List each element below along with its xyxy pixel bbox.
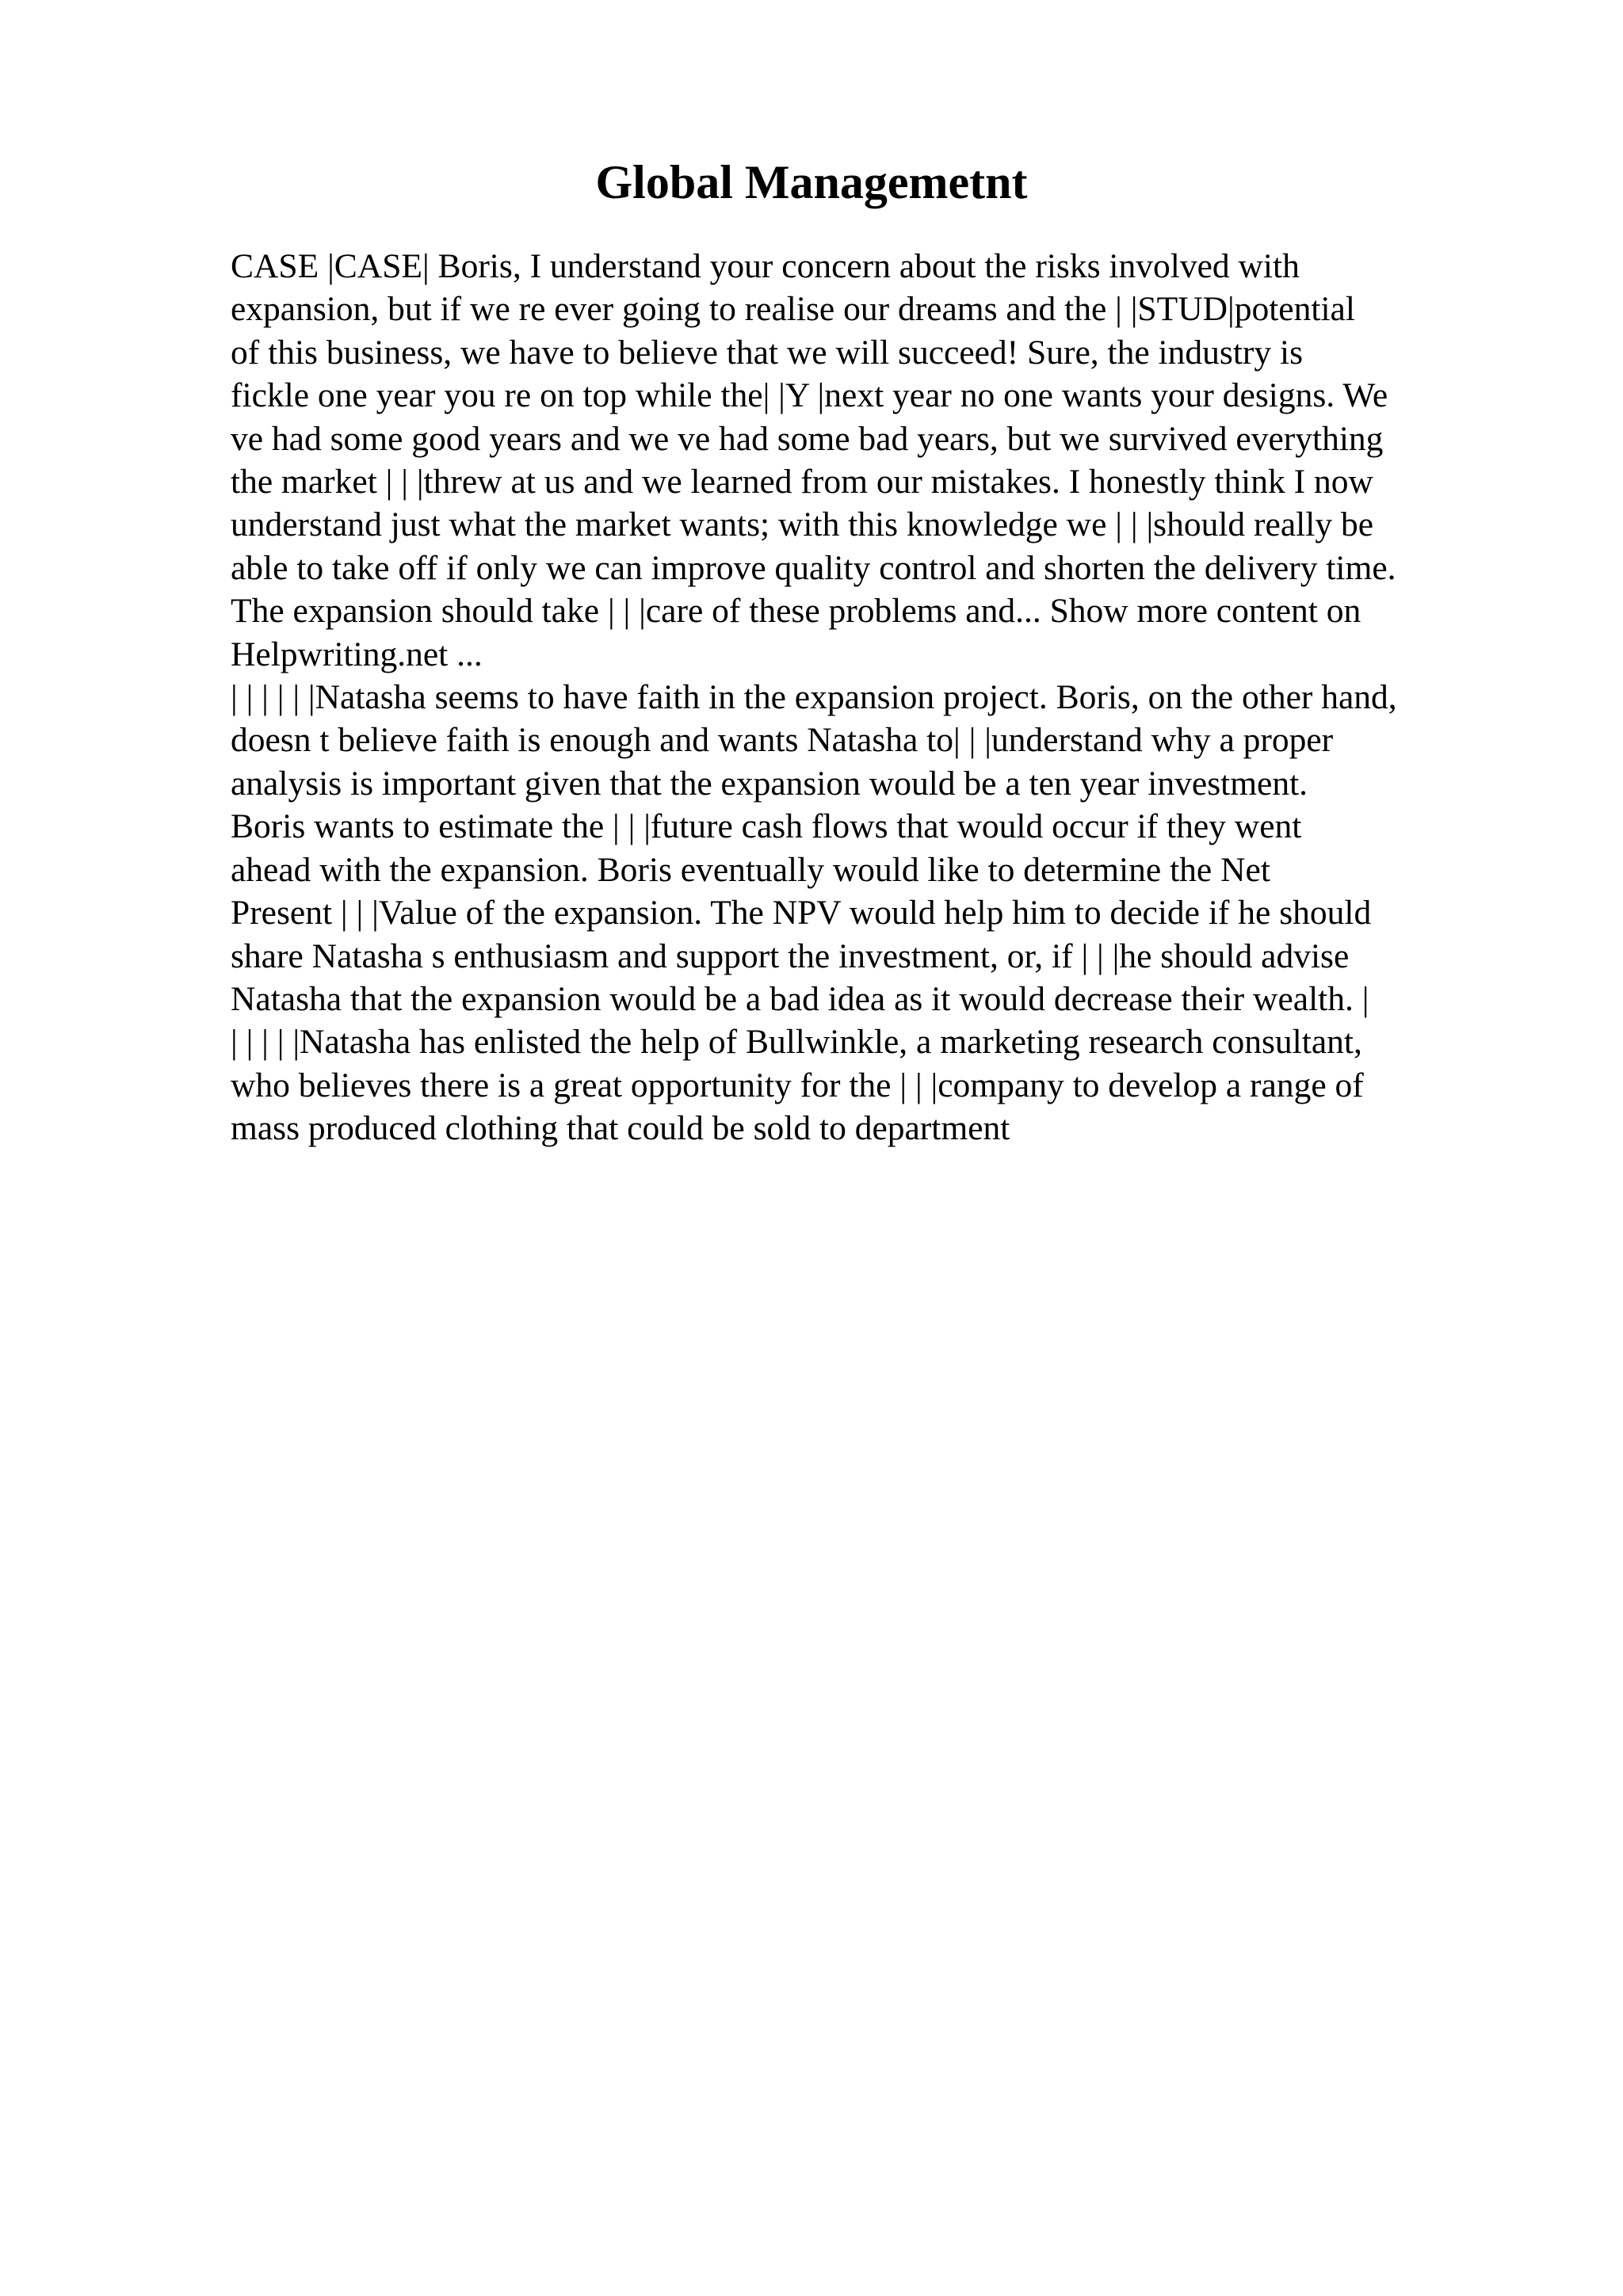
text-line: Present | | |Value of the expansion. The NPV would help him to decide if he should (231, 894, 1372, 933)
text-line: share Natasha s enthusiasm and support the investment, or, if | | |he should advise (231, 936, 1350, 975)
text-line: | | | | | |Natasha seems to have faith in the expansion project. Boris, on the other hand, (231, 678, 1397, 717)
text-line: ahead with the expansion. Boris eventually would like to determine the Net (231, 850, 1270, 889)
document-title: Global Managemetnt (595, 156, 1028, 208)
text-line: who believes there is a great opportunity for the | | |company to develop a range of (231, 1066, 1364, 1104)
text-line: understand just what the market wants; with this knowledge we | | |should really be (231, 505, 1373, 544)
text-line: mass produced clothing that could be sold to department (231, 1109, 1010, 1148)
text-line: fickle one year you re on top while the| |Y |next year no one wants your designs. We (231, 376, 1388, 415)
text-line: doesn t believe faith is enough and wants Natasha to| | |understand why a proper (231, 721, 1334, 760)
text-line: CASE |CASE| Boris, I understand your concern about the risks involved with (231, 247, 1300, 285)
text-line: the market | | |threw at us and we learned from our mistakes. I honestly think I now (231, 463, 1373, 502)
document-body (231, 245, 1483, 1150)
text-line: analysis is important given that the expansion would be a ten year investment. (231, 764, 1308, 803)
text-line: ve had some good years and we ve had some bad years, but we survived everything (231, 419, 1384, 458)
text-line: expansion, but if we re ever going to realise our dreams and the | |STUD|potential (231, 290, 1355, 329)
text-line: able to take off if only we can improve quality control and shorten the delivery time. (231, 548, 1396, 587)
text-line: | | | | |Natasha has enlisted the help of Bullwinkle, a marketing research consultant, (231, 1023, 1362, 1062)
text-line: The expansion should take | | |care of these problems and... Show more content on (231, 592, 1361, 631)
text-line: of this business, we have to believe that we will succeed! Sure, the industry is (231, 333, 1304, 372)
text-line: Natasha that the expansion would be a bad idea as it would decrease their wealth. | (231, 979, 1369, 1018)
text-line: Boris wants to estimate the | | |future cash flows that would occur if they went (231, 807, 1302, 846)
text-line: Helpwriting.net ... (231, 635, 483, 673)
